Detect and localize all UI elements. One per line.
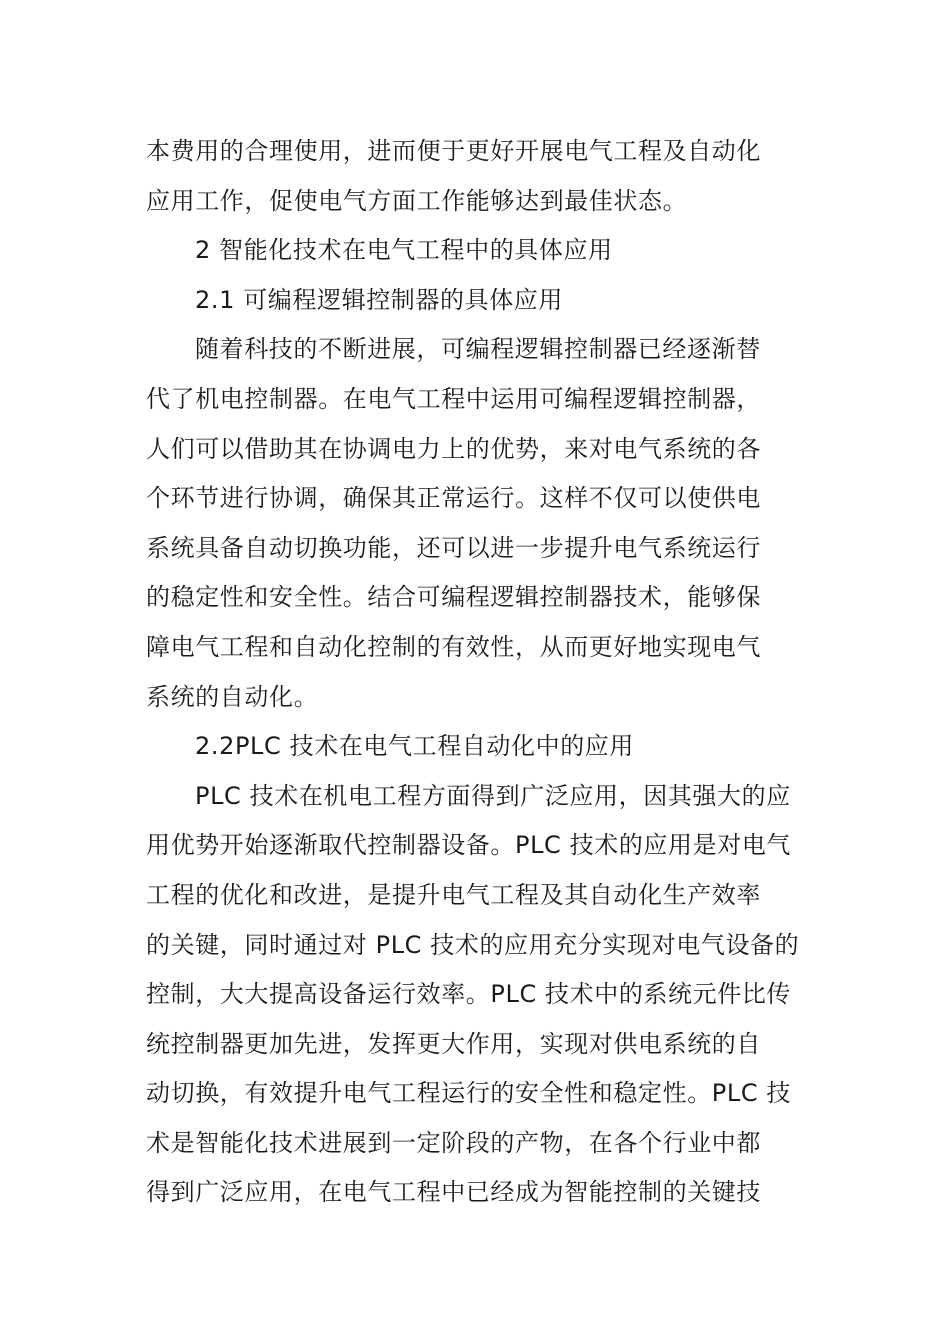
subsection-heading: 2.2PLC 技术在电气工程自动化中的应用 <box>195 732 634 761</box>
text-line: 术是智能化技术进展到一定阶段的产物，在各个行业中都 <box>146 1128 761 1157</box>
text-line: 系统的自动化。 <box>146 682 319 711</box>
text-line: 用优势开始逐渐取代控制器设备。PLC 技术的应用是对电气 <box>146 831 792 860</box>
text-line: 本费用的合理使用，进而便于更好开展电气工程及自动化 <box>146 137 761 165</box>
text-line: 工程的优化和改进，是提升电气工程及其自动化生产效率 <box>146 880 761 909</box>
text-line: 应用工作，促使电气方面工作能够达到最佳状态。 <box>146 186 688 215</box>
text-line: 得到广泛应用，在电气工程中已经成为智能控制的关键技 <box>146 1178 761 1207</box>
text-line: 的稳定性和安全性。结合可编程逻辑控制器技术，能够保 <box>146 583 761 612</box>
text-line: 的关键，同时通过对 PLC 技术的应用充分实现对电气设备的 <box>146 930 800 959</box>
text-line: 个环节进行协调，确保其正常运行。这样不仅可以使供电 <box>146 484 761 513</box>
text-line: 控制，大大提高设备运行效率。PLC 技术中的系统元件比传 <box>146 980 792 1009</box>
section-heading: 2 智能化技术在电气工程中的具体应用 <box>195 236 613 265</box>
paragraph-first-line: 随着科技的不断进展，可编程逻辑控制器已经逐渐替 <box>195 335 761 364</box>
text-line: 动切换，有效提升电气工程运行的安全性和稳定性。PLC 技 <box>146 1079 792 1108</box>
text-line: 障电气工程和自动化控制的有效性，从而更好地实现电气 <box>146 632 761 661</box>
text-line: 系统具备自动切换功能，还可以进一步提升电气系统运行 <box>146 533 761 562</box>
text-line: 统控制器更加先进，发挥更大作用，实现对供电系统的自 <box>146 1029 761 1058</box>
subsection-heading: 2.1 可编程逻辑控制器的具体应用 <box>195 285 563 314</box>
document-page <box>146 127 808 1218</box>
text-line: 人们可以借助其在协调电力上的优势，来对电气系统的各 <box>146 434 761 463</box>
paragraph-first-line: PLC 技术在机电工程方面得到广泛应用，因其强大的应 <box>195 781 791 810</box>
text-line: 代了机电控制器。在电气工程中运用可编程逻辑控制器， <box>146 384 761 413</box>
